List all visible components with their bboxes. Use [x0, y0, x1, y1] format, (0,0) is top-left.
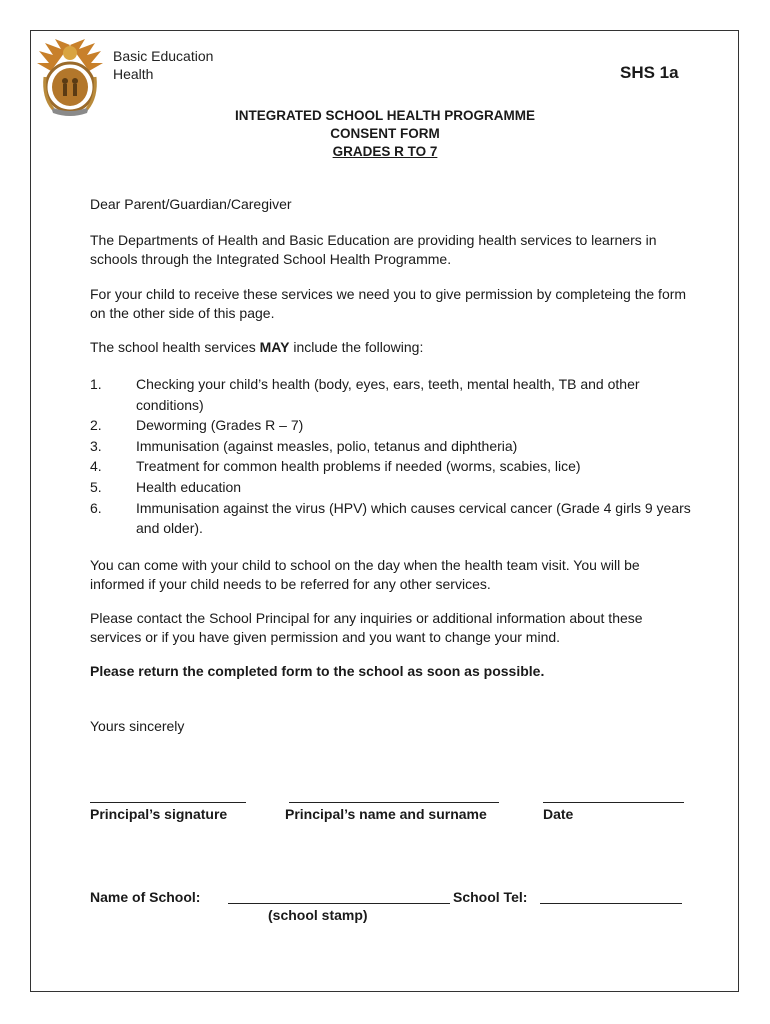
coat-of-arms-logo	[35, 37, 105, 117]
list-item-text: Immunisation (against measles, polio, tetanus and diphtheria)	[136, 437, 518, 454]
services-intro-emphasis: MAY	[259, 339, 290, 355]
date-line[interactable]	[543, 802, 684, 803]
paragraph-return-form: Please return the completed form to the school as soon as possible.	[90, 663, 545, 679]
title-consent-form: CONSENT FORM	[330, 126, 440, 141]
school-name-line[interactable]	[228, 903, 450, 904]
list-item	[90, 436, 700, 457]
date-label: Date	[543, 806, 574, 822]
list-item-number: 1.	[90, 376, 102, 392]
form-code: SHS 1a	[620, 63, 679, 82]
list-item-text: Health education	[136, 478, 242, 495]
list-item	[90, 456, 700, 477]
list-item-number: 6.	[90, 499, 102, 516]
list-item	[90, 498, 700, 539]
paragraph-services-intro	[90, 338, 695, 357]
list-item	[90, 415, 700, 436]
brand-line-health: Health	[113, 66, 154, 82]
title-programme: INTEGRATED SCHOOL HEALTH PROGRAMME	[235, 108, 535, 123]
list-item-text: Treatment for common health problems if needed (worms, scabies, lice)	[136, 458, 581, 475]
list-item-number: 2.	[90, 417, 102, 434]
services-list	[90, 374, 700, 539]
salutation: Dear Parent/Guardian/Caregiver	[90, 196, 292, 212]
form-title	[0, 107, 770, 161]
paragraph-contact: Please contact the School Principal for any inquiries or additional information about these services or if you have given permission and you want to change your mind.	[90, 610, 643, 645]
list-item-number: 5.	[90, 478, 102, 495]
list-item	[90, 374, 700, 415]
list-item-text: Checking your child’s health (body, eyes, ears, teeth, mental health, TB and other conditions)	[136, 376, 640, 413]
principal-signature-line[interactable]	[90, 802, 246, 803]
paragraph-visit: You can come with your child to school on the day when the health team visit. You will be informed if your child needs to be referred for any other services.	[90, 557, 640, 592]
principal-signature-label: Principal’s signature	[90, 806, 228, 822]
principal-name-line[interactable]	[289, 802, 499, 803]
school-tel-label: School Tel:	[453, 889, 528, 905]
services-intro-text: The school health services	[90, 339, 260, 355]
list-item-text: Immunisation against the virus (HPV) which causes cervical cancer (Grade 4 girls 9 years and older).	[136, 499, 691, 537]
title-grades: GRADES R TO 7	[332, 144, 438, 159]
list-item-text: Deworming (Grades R – 7)	[136, 417, 304, 434]
paragraph-permission: For your child to receive these services we need you to give permission by completeing the form on the other side of this page.	[90, 286, 687, 321]
list-item-number: 3.	[90, 437, 102, 454]
brand-line-basic-education: Basic Education	[113, 48, 214, 64]
list-item	[90, 477, 700, 498]
list-item-number: 4.	[90, 458, 102, 475]
school-tel-line[interactable]	[540, 903, 682, 904]
school-stamp-label: (school stamp)	[268, 907, 368, 923]
department-branding	[113, 47, 213, 83]
services-intro-text-end: include the following:	[289, 339, 424, 355]
principal-name-label: Principal’s name and surname	[285, 806, 487, 822]
paragraph-intro: The Departments of Health and Basic Education are providing health services to learners in schools through the Integrated School Health Programme.	[90, 232, 657, 267]
school-name-label: Name of School:	[90, 889, 201, 905]
closing: Yours sincerely	[90, 718, 185, 734]
